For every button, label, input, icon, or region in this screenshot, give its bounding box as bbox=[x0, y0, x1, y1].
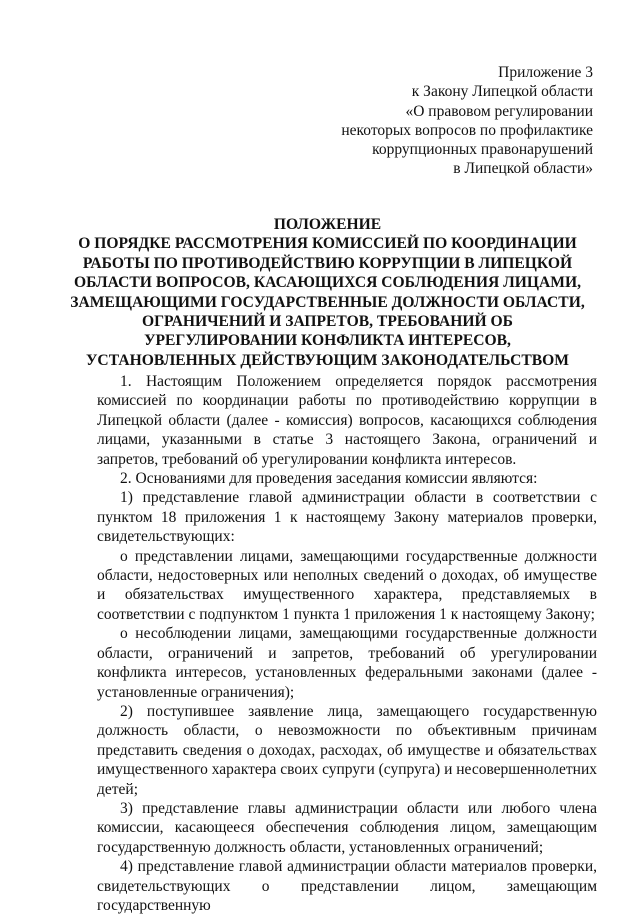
annex-line: некоторых вопросов по профилактике bbox=[341, 121, 593, 139]
title-line: ОГРАНИЧЕНИЙ И ЗАПРЕТОВ, ТРЕБОВАНИЙ ОБ bbox=[141, 313, 513, 331]
title-line: ЗАМЕЩАЮЩИМИ ГОСУДАРСТВЕННЫЕ ДОЛЖНОСТИ ОБЛАСТИ, bbox=[70, 293, 585, 311]
title-line: О ПОРЯДКЕ РАССМОТРЕНИЯ КОМИССИЕЙ ПО КООРДИНАЦИИ bbox=[78, 235, 577, 253]
paragraph: 4) представление главой администрации области материалов проверки, свидетельствующих о представлении лицом, замещающим государственную bbox=[97, 858, 597, 914]
title-line: ОБЛАСТИ ВОПРОСОВ, КАСАЮЩИХСЯ СОБЛЮДЕНИЯ ЛИЦАМИ, bbox=[73, 274, 582, 292]
annex-line: в Липецкой области» bbox=[453, 160, 593, 178]
paragraph: 1. Настоящим Положением определяется порядок рассмотрения комиссией по координации работы по противодействию коррупции в Липецкой области (далее - комиссия) вопросов, касающихся соблюдения лицами, указанными в статье 3 настоящего Закона, ограничений и запретов, требований об урегулировании конфликта интересов. bbox=[97, 373, 597, 468]
title-line: УРЕГУЛИРОВАНИИ КОНФЛИКТА ИНТЕРЕСОВ, bbox=[144, 332, 511, 350]
paragraph: о представлении лицами, замещающими государственные должности области, недостоверных или неполных сведений о доходах, об имуществе и обязательствах имущественного характера, представляемых в соответствии с подпунктом 1 пункта 1 приложения 1 к настоящему Закону; bbox=[97, 547, 597, 623]
title-line: ПОЛОЖЕНИЕ bbox=[273, 216, 382, 233]
document-title bbox=[60, 215, 595, 370]
document-body bbox=[97, 372, 597, 915]
paragraph: 2. Основаниями для проведения заседания комиссии являются: bbox=[120, 470, 538, 488]
paragraph: 1) представление главой администрации области в соответствии с пунктом 18 приложения 1 к настоящему Закону материалов проверки, свидетельствующих: bbox=[97, 489, 597, 546]
annex-line: к Закону Липецкой области bbox=[411, 83, 593, 101]
annex-line: коррупционных правонарушений bbox=[372, 141, 593, 159]
annex-header bbox=[263, 63, 593, 179]
annex-line: Приложение 3 bbox=[498, 64, 593, 81]
paragraph: 2) поступившее заявление лица, замещающего государственную должность области, о невозможности по объективным причинам представить сведения о доходах, расходах, об имуществе и обязательствах имущественного характера своих супруги (супруга) и несовершеннолетних детей; bbox=[97, 702, 597, 798]
title-line: УСТАНОВЛЕННЫХ ДЕЙСТВУЮЩИМ ЗАКОНОДАТЕЛЬСТВОМ bbox=[85, 351, 570, 369]
annex-line: «О правовом регулировании bbox=[405, 102, 593, 120]
paragraph: 3) представление главы администрации области или любого члена комиссии, касающееся обеспечения соблюдения лицом, замещающим государственную должность области, установленных ограничений; bbox=[97, 799, 597, 856]
title-line: РАБОТЫ ПО ПРОТИВОДЕЙСТВИЮ КОРРУПЦИИ В ЛИПЕЦКОЙ bbox=[82, 254, 573, 272]
paragraph: о несоблюдении лицами, замещающими государственные должности области, ограничений и запретов, требований об урегулировании конфликта интересов, установленных федеральными законами (далее - установленные ограничения); bbox=[97, 625, 597, 701]
